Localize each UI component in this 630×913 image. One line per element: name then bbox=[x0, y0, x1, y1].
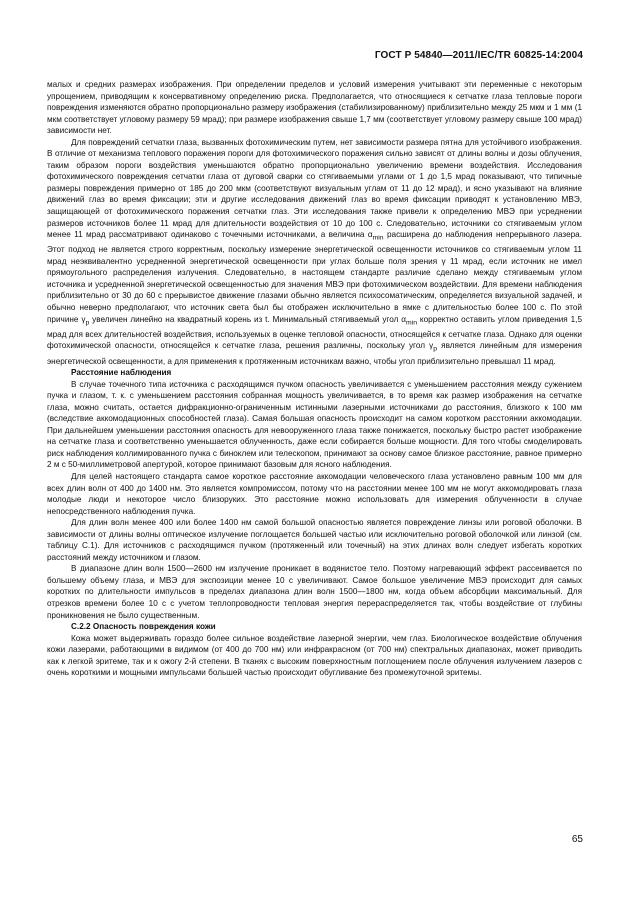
page-number: 65 bbox=[571, 834, 583, 845]
paragraph-photochemical: Для повреждений сетчатки глаза, вызванных фотохимическим путем, нет зависимости размера пятна для устойчивого изображения. В отличие от механизма теплового поражения пороги для фотохимического поражения сильно зависят от длины волны и дозы облучения, таким образом пороги воздействия уменьшаются обратно пропорционально увеличению времени воздействия. Исследования фотохимического повреждения сетчатки глаза от дуговой сварки со стягиваемыми углами от 1 до 1,5 мрад показывают, что типичные размеры повреждения примерно от 185 до 200 мкм (соответствуют визуальным углам от 11 до 12 мрад), и ясно указывают на влияние движений глаз во время фиксации; эти и другие исследования движений глаз во время фиксации приводят к установлению МВЭ, защищающей от фотохимического поражения сетчатки глаз. Эти исследования также привели к определению МВЭ при усреднении размеров источников более 11 мрад для длительности воздействия от 10 до 100 с. Следовательно, источники со стягиваемым углом менее 11 мрад рассматривают одинаково с точечными источниками, а величина $\alpha_{min}$ расширена до наблюдения непрерывного лазера. Этот подход не является строго корректным, поскольку измерение энергетической освещенности источников со стягиваемым углом 11 мрад неэквивалентно усредненной энергетической освещенности при углах больше поля зрения γ 11 мрад, если источник не имел прямоугольного распределения излучения. Следовательно, в настоящем стандарте различие сделано между стягиваемым углом источника и усредненной энергетической освещенностью для значения МВЭ при фотохимическом воздействии. Для времени наблюдения приблизительно от 30 до 60 с прерывистое движение глазами обычно является психосоматическим, определяется визуальной задачей, и обычно неверно предполагают, что источник света был бы отображен исключительно в ямке с длительностью более 100 с. По этой причине $\gamma_p$ увеличен линейно на квадратный корень из t. Минимальный стягиваемый угол $\alpha_{min}$ корректно оставить углом приведения 1,5 мрад для всех длительностей воздействия, используемых в оценке тепловой опасности, относящейся к сетчатке глаза. Однако для оценки фотохимической опасности, относящейся к сетчатке глаза, решения различны, поскольку угол $\gamma_p$ является линейным для измерения энергетической освещенности, а для применения к протяженным источникам важно, чтобы угол приблизительно превышал 11 мрад. bbox=[47, 137, 583, 366]
standard-header: ГОСТ Р 54840—2011/IEC/TR 60825-14:2004 bbox=[374, 50, 583, 61]
heading-skin-hazard: С.2.2 Опасность повреждения кожи bbox=[71, 622, 216, 632]
heading-viewing-distance: Расстояние наблюдения bbox=[71, 368, 172, 378]
paragraph-image-size: малых и средних размерах изображения. При определении пределов и условий измерения учитывают эти переменные с некоторым упрощением, приводящим к консервативному определению риска. Предполагается, что относящиеся к сетчатке глаза тепловые пороги повреждения изменяются обратно пропорционально размеру изображения (стабилизированному) приблизительно между 25 мкм и 1 мм (1 мкм соответствует угловому размеру 59 мрад); при размере изображения свыше 1,7 мм (соответствует угловому размеру свыше 100 мрад) зависимости нет. bbox=[47, 80, 582, 136]
paragraph-skin: Кожа может выдерживать гораздо более сильное воздействие лазерной энергии, чем глаз. Биологическое воздействие облучения кожи лазерами, работающими в видимом (от 400 до 700 нм) или инфракрасном (от 700 нм) спектральных диапазонах, может приводить как к легкой эритеме, так и к ожогу 2-й степени. В тканях с высоким поверхностным поглощением после облучения излучением лазеров с очень короткими и мощными импульсами большей частью происходит обугливание без промежуточной эритемы. bbox=[47, 633, 582, 678]
document-body bbox=[47, 79, 582, 679]
paragraph-point-source: В случае точечного типа источника с расходящимся пучком опасность увеличивается с уменьшением расстояния между сужением пучка и глазом, т. к. с уменьшением расстояния собранная мощность увеличивается, в то время как размер изображения на сетчатке глаза, можно считать, остается дифракционно-ограниченным истинными лазерными источниками до расстояния, близкого к 100 мм (вследствие аккомодационных способностей глаза). Самая большая опасность происходит на самом коротком расстоянии аккомодации. При дальнейшем уменьшении расстояния опасность для невооруженного глаза также понижается, поскольку быстро растет изображение на сетчатке глаза и соответственно уменьшается облученность, даже если собирается больше мощности. Для того чтобы смоделировать риск наблюдения коллимированного пучка с биноклем или телескопом, принимают за основу самое близкое расстояние, равное примерно 2 м с 50-миллиметровой апертурой, которое принимают базовым для ясного наблюдения. bbox=[47, 379, 582, 470]
paragraph-accommodation: Для целей настоящего стандарта самое короткое расстояние аккомодации человеческого глаза установлено равным 100 мм для всех длин волн от 400 до 1400 нм. Это является компромиссом, потому что на расстоянии менее 100 мм не могут аккомодировать глаза молодые люди и некоторое число близоруких. Это расстояние можно использовать для измерения облученности в случае непосредственного наблюдения пучка. bbox=[47, 471, 582, 516]
paragraph-cornea-lens: Для длин волн менее 400 или более 1400 нм самой большой опасностью является повреждение линзы или роговой оболочки. В зависимости от длины волны оптическое излучение поглощается большей частью или исключительно роговой оболочкой или линзой (см. таблицу С.1). Для источников с расходящимся пучком (протяженный или точечный) на этих длинах волн следует избегать коротких расстояний между источником и глазом. bbox=[47, 518, 582, 562]
paragraph-aqueous: В диапазоне длин волн 1500—2600 нм излучение проникает в водянистое тело. Поэтому нагревающий эффект рассеивается по большему объему глаза, и МВЭ для экспозиции менее 10 с увеличивают. Самое большое увеличение МВЭ происходит для самых коротких по длительности импульсов в пределах диапазона длин волн 1500—1800 нм, когда объем абсорбции максимальный. Для отрезков времени более 10 с с учетом теплопроводности тепловая энергия перераспределяется так, чтобы воздействие от глубины проникновения не было существенным. bbox=[47, 564, 582, 620]
